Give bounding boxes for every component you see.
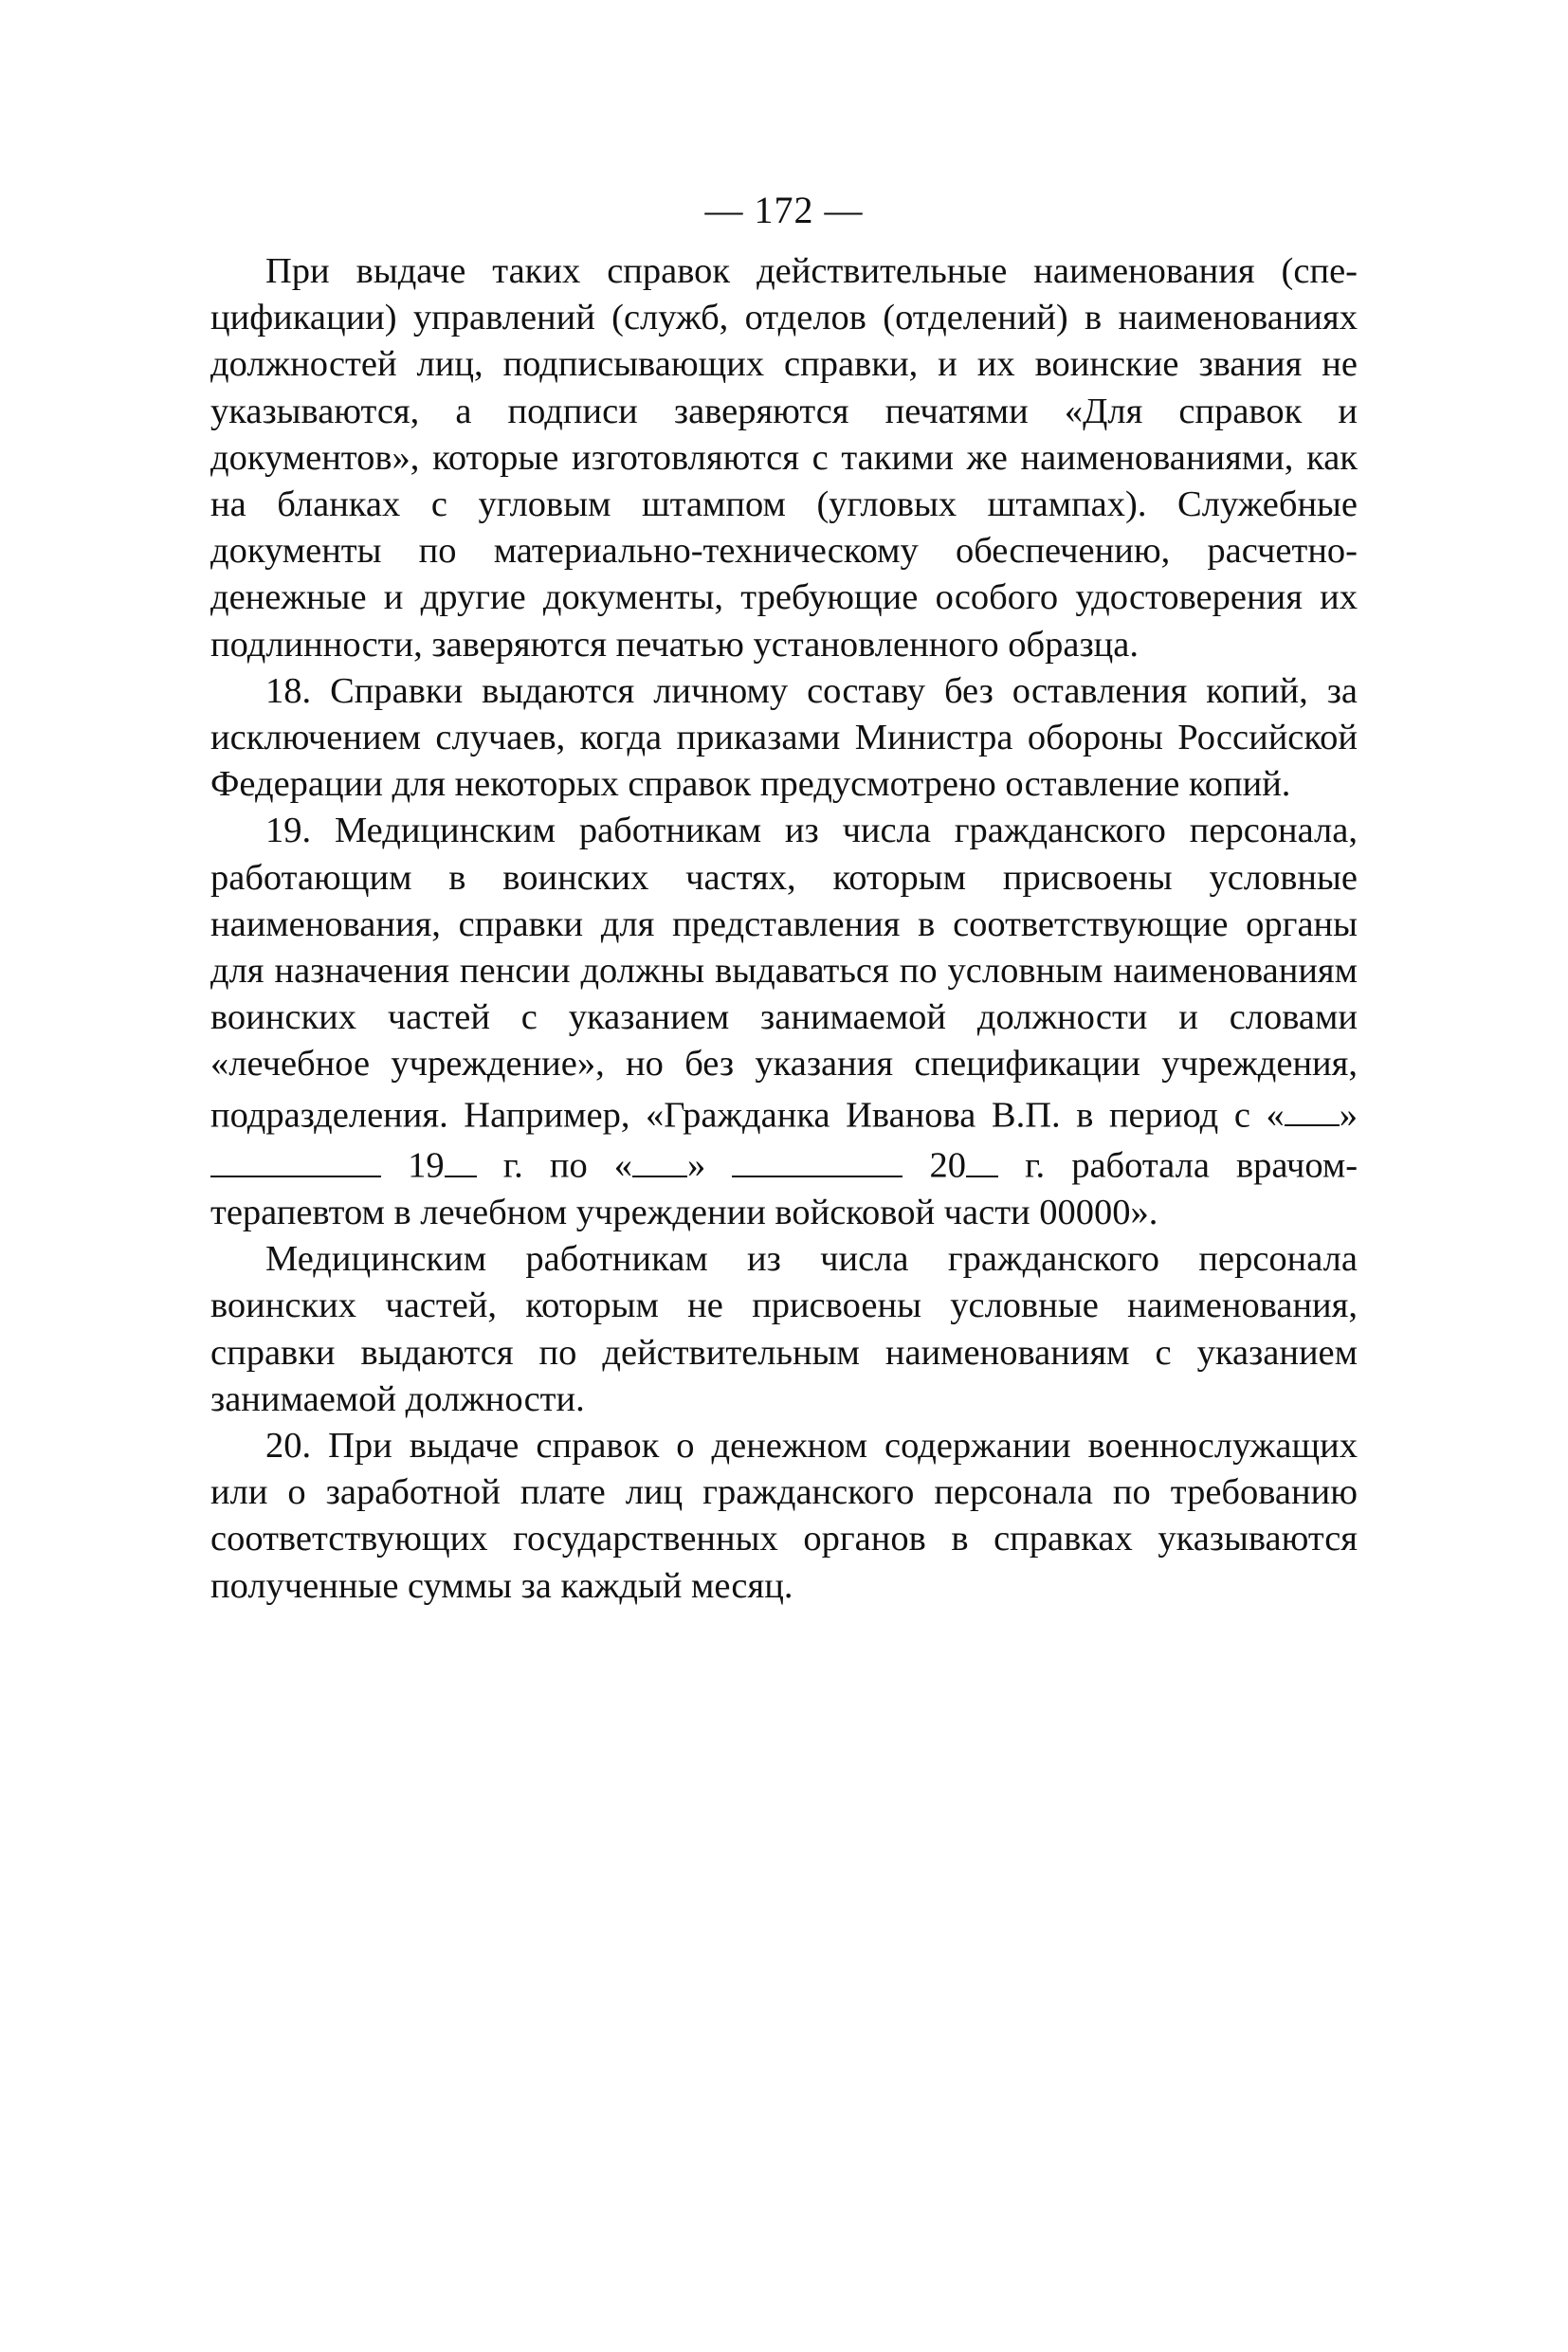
year-prefix-2: 20 <box>929 1145 966 1186</box>
paragraph-17-continuation: При выдаче таких справок действительные наименования (спецификации) управлений (служб, отделов (отделений) в наименованиях должностей лиц, подписывающих справки, и их воинские звания не указываются, а подписи заверяются печатями «Для справок и документов», которые изготовляются с такими же наименованиями, как на бланках с угловым штампом (угловых штампах). Служебные документы по материально-техническому обеспечению, расчетно-денежные и другие документы, требующие особого удостоверения их подлинности, заверяются печатью установленного образца. <box>210 251 1358 665</box>
blank-year-2 <box>966 1139 998 1177</box>
paragraph-18: 18. Справки выдаются личному составу без оставления копий, за исключением случаев, когда приказами Министра обороны Российской Федерации для некоторых справок предусмотрено оставление копий. <box>210 670 1358 805</box>
paragraph-19-addendum: Медицинским работникам из числа гражданского персонала воинских частей, которым не присвоены условные наименования, справки выдаются по действительным наименованиям с указанием занимаемой должности. <box>210 1239 1358 1419</box>
document-body <box>210 248 1358 1610</box>
quote-close-2: » <box>687 1145 706 1186</box>
year-prefix-1: 19 <box>408 1145 445 1186</box>
blank-year-1 <box>445 1139 477 1177</box>
paragraph-20: 20. При выдаче справок о денежном содержании военнослужащих или о заработной плате лиц гражданского персонала по требованию соответствующих государственных органов в справках указываются полученные суммы за каждый месяц. <box>210 1426 1358 1606</box>
blank-day-2 <box>632 1139 687 1177</box>
quote-close-1: » <box>1339 1095 1358 1136</box>
page-number: — 172 — <box>704 189 864 231</box>
paragraph-19 <box>210 808 1358 1236</box>
paragraph-19-text: 19. Медицинским работникам из числа гражданского персонала, работающим в воинских частях, которым присвоены условные наименования, справки для представления в соответствующие органы для назначения пенсии должны выдаваться по условным наименованиям воинских частей с указанием занимаемой должности и словами «лечебное учреждение», но без указания спецификации учреждения, подразделения. Например, «Гражданка Иванова В.П. в период с « <box>210 811 1358 1136</box>
paragraph-19-end: г. работала врачом-терапевтом в лечебном учреждении войсковой части 00000». <box>210 1145 1358 1233</box>
blank-month-1 <box>210 1139 381 1177</box>
blank-month-2 <box>732 1139 903 1177</box>
paragraph-19-mid: г. по « <box>502 1145 633 1186</box>
blank-day-1 <box>1285 1088 1340 1127</box>
